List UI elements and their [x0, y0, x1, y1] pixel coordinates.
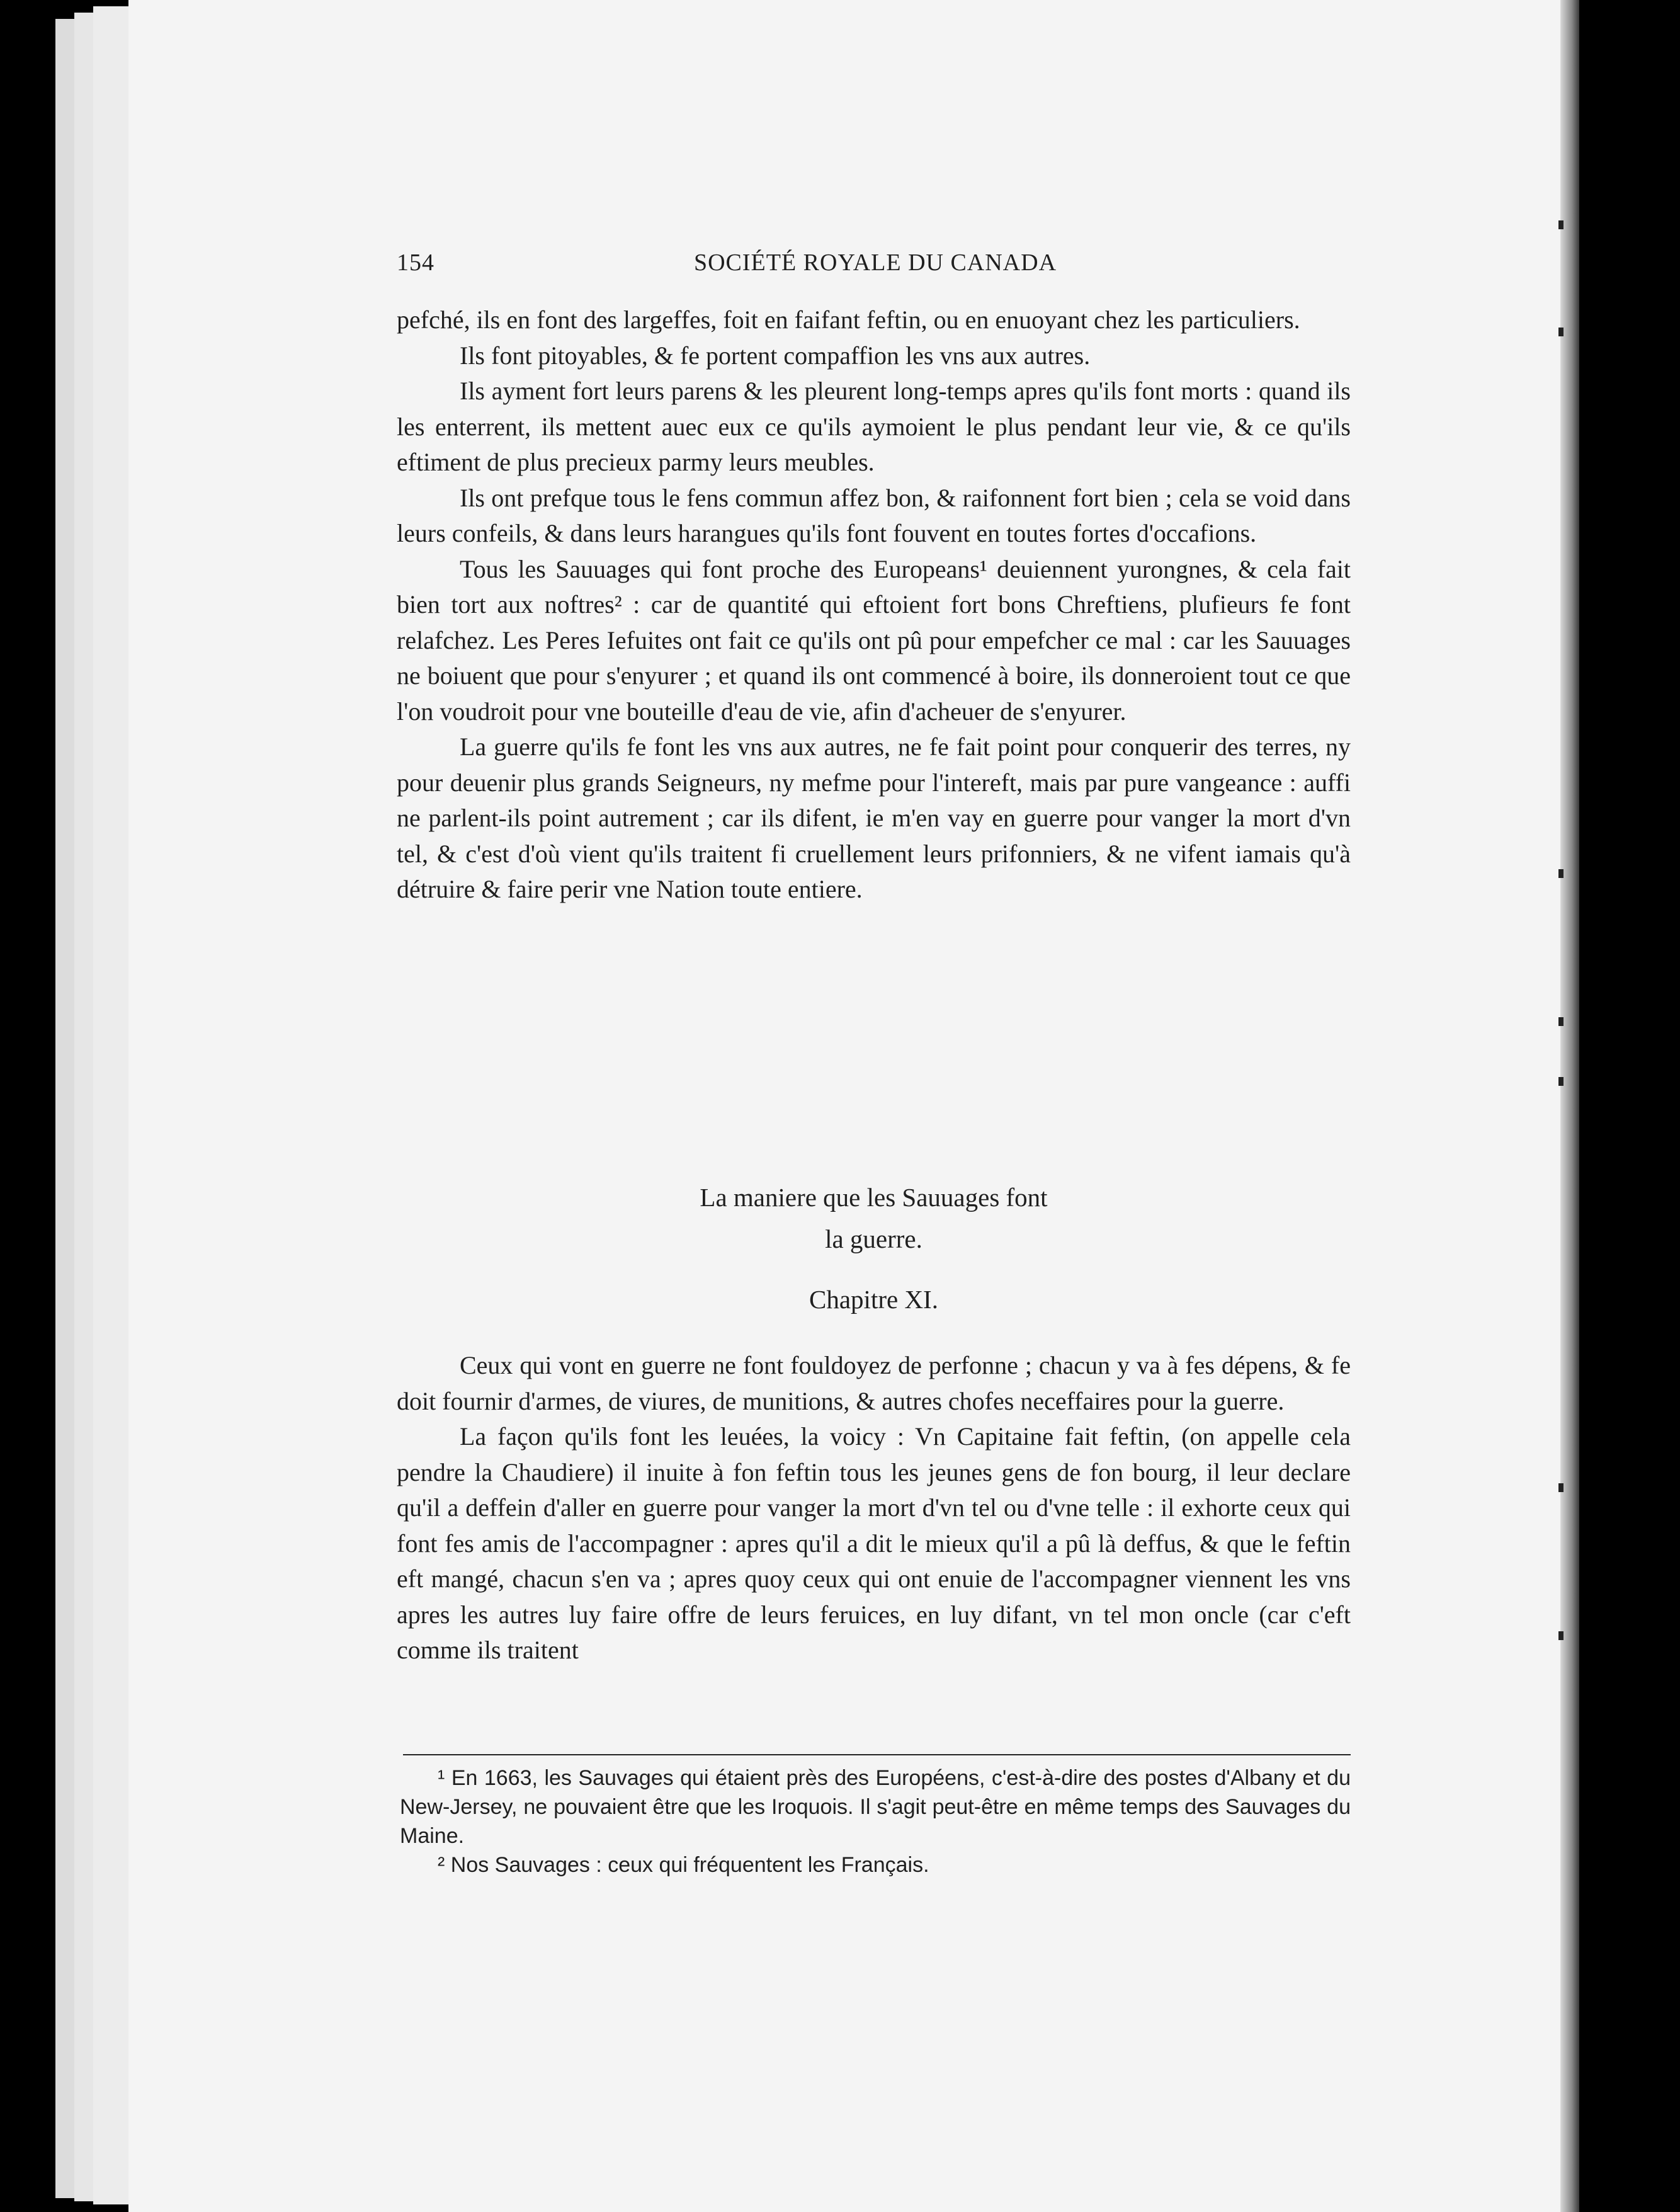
paragraph: Tous les Sauuages qui font proche des Europeans¹ deuiennent yurongnes, & cela fait bien tort aux noftres² : car de quantité qui eftoient fort bons Chreftiens, plufieurs fe font relafchez. Les Peres Iefuites ont fait ce qu'ils ont pû pour empefcher ce mal : car les Sauuages ne boiuent que pour s'enyurer ; et quand ils ont commencé à boire, ils donneroient tout ce que l'on voudroit pour vne bouteille d'eau de vie, afin d'acheuer de s'enyurer.: [397, 554, 1351, 726]
section-heading-line-2: la guerre.: [825, 1224, 922, 1253]
running-title: SOCIÉTÉ ROYALE DU CANADA: [693, 249, 1057, 276]
paragraph: pefché, ils en font des largeffes, foit en faifant feftin, ou en enuoyant chez les particuliers.: [397, 305, 1300, 334]
page-edge-shadow: [93, 6, 131, 2204]
paragraph: Ceux qui vont en guerre ne font fouldoyez de perfonne ; chacun y va à fes dépens, & fe doit fournir d'armes, de viures, de munitions, & autres chofes neceffaires pour la guerre.: [397, 1351, 1351, 1415]
chapter-title: Chapitre XI.: [809, 1285, 938, 1314]
page-edge-shadow: [55, 19, 74, 2198]
edge-mark: [1558, 869, 1564, 878]
body-text-bottom: [397, 1348, 1351, 1668]
edge-mark: [1558, 1631, 1564, 1640]
section-heading: [397, 1177, 1351, 1260]
edge-mark: [1558, 1077, 1564, 1086]
paragraph: Ils ayment fort leurs parens & les pleurent long-temps apres qu'ils font morts : quand ils les enterrent, ils mettent auec eux ce qu'ils aymoient le plus pendant leur vie, & ce qu'ils eftiment de plus precieux parmy leurs meubles.: [397, 377, 1351, 476]
paragraph: Ils ont prefque tous le fens commun affez bon, & raifonnent fort bien ; cela se void dans leurs confeils, & dans leurs harangues qu'ils font fouvent en toutes fortes d'occafions.: [397, 483, 1351, 547]
footnotes: [400, 1764, 1351, 1879]
footnote-rule: [403, 1754, 1351, 1755]
running-head: [397, 249, 1354, 280]
page-edge-shadow: [74, 13, 93, 2201]
edge-mark: [1558, 328, 1564, 336]
paragraph: La guerre qu'ils fe font les vns aux autres, ne fe fait point pour conquerir des terres, ny pour deuenir plus grands Seigneurs, ny mefme pour l'intereft, mais par pure vangeance : auffi ne parlent-ils point autrement ; car ils difent, ie m'en vay en guerre pour vanger la mort d'vn tel, & c'est d'où vient qu'ils traitent fi cruellement leurs prifonniers, & ne vifent iamais qu'à détruire & faire perir vne Nation toute entiere.: [397, 733, 1351, 903]
section-heading-line-1: La maniere que les Sauuages font: [700, 1183, 1048, 1212]
body-text-top: [397, 302, 1351, 908]
footnote: ¹ En 1663, les Sauvages qui étaient près des Européens, c'est-à-dire des postes d'Albany et du New-Jersey, ne pouvaient être que les Iroquois. Il s'agit peut-être en même temps des Sauvages du Maine.: [400, 1766, 1351, 1848]
footnote: ² Nos Sauvages : ceux qui fréquentent les Français.: [438, 1853, 929, 1877]
edge-mark: [1558, 220, 1564, 229]
chapter-heading: [397, 1279, 1351, 1320]
page-number: 154: [397, 249, 434, 276]
edge-mark: [1558, 1017, 1564, 1026]
edge-mark: [1558, 1483, 1564, 1492]
paragraph: La façon qu'ils font les leuées, la voicy : Vn Capitaine fait feftin, (on appelle cela pendre la Chaudiere) il inuite à fon feftin tous les jeunes gens de fon bourg, il leur declare qu'il a deffein d'aller en guerre pour vanger la mort d'vn tel ou d'vne telle : il exhorte ceux qui font fes amis de l'accompagner : apres qu'il a dit le mieux qu'il a pû là deffus, & que le feftin eft mangé, chacun s'en va ; apres quoy ceux qui ont enuie de l'accompagner viennent les vns apres les autres luy faire offre de leurs feruices, en luy difant, vn tel mon oncle (car c'eft comme ils traitent: [397, 1422, 1351, 1664]
paragraph: Ils font pitoyables, & fe portent compaffion les vns aux autres.: [460, 341, 1091, 370]
